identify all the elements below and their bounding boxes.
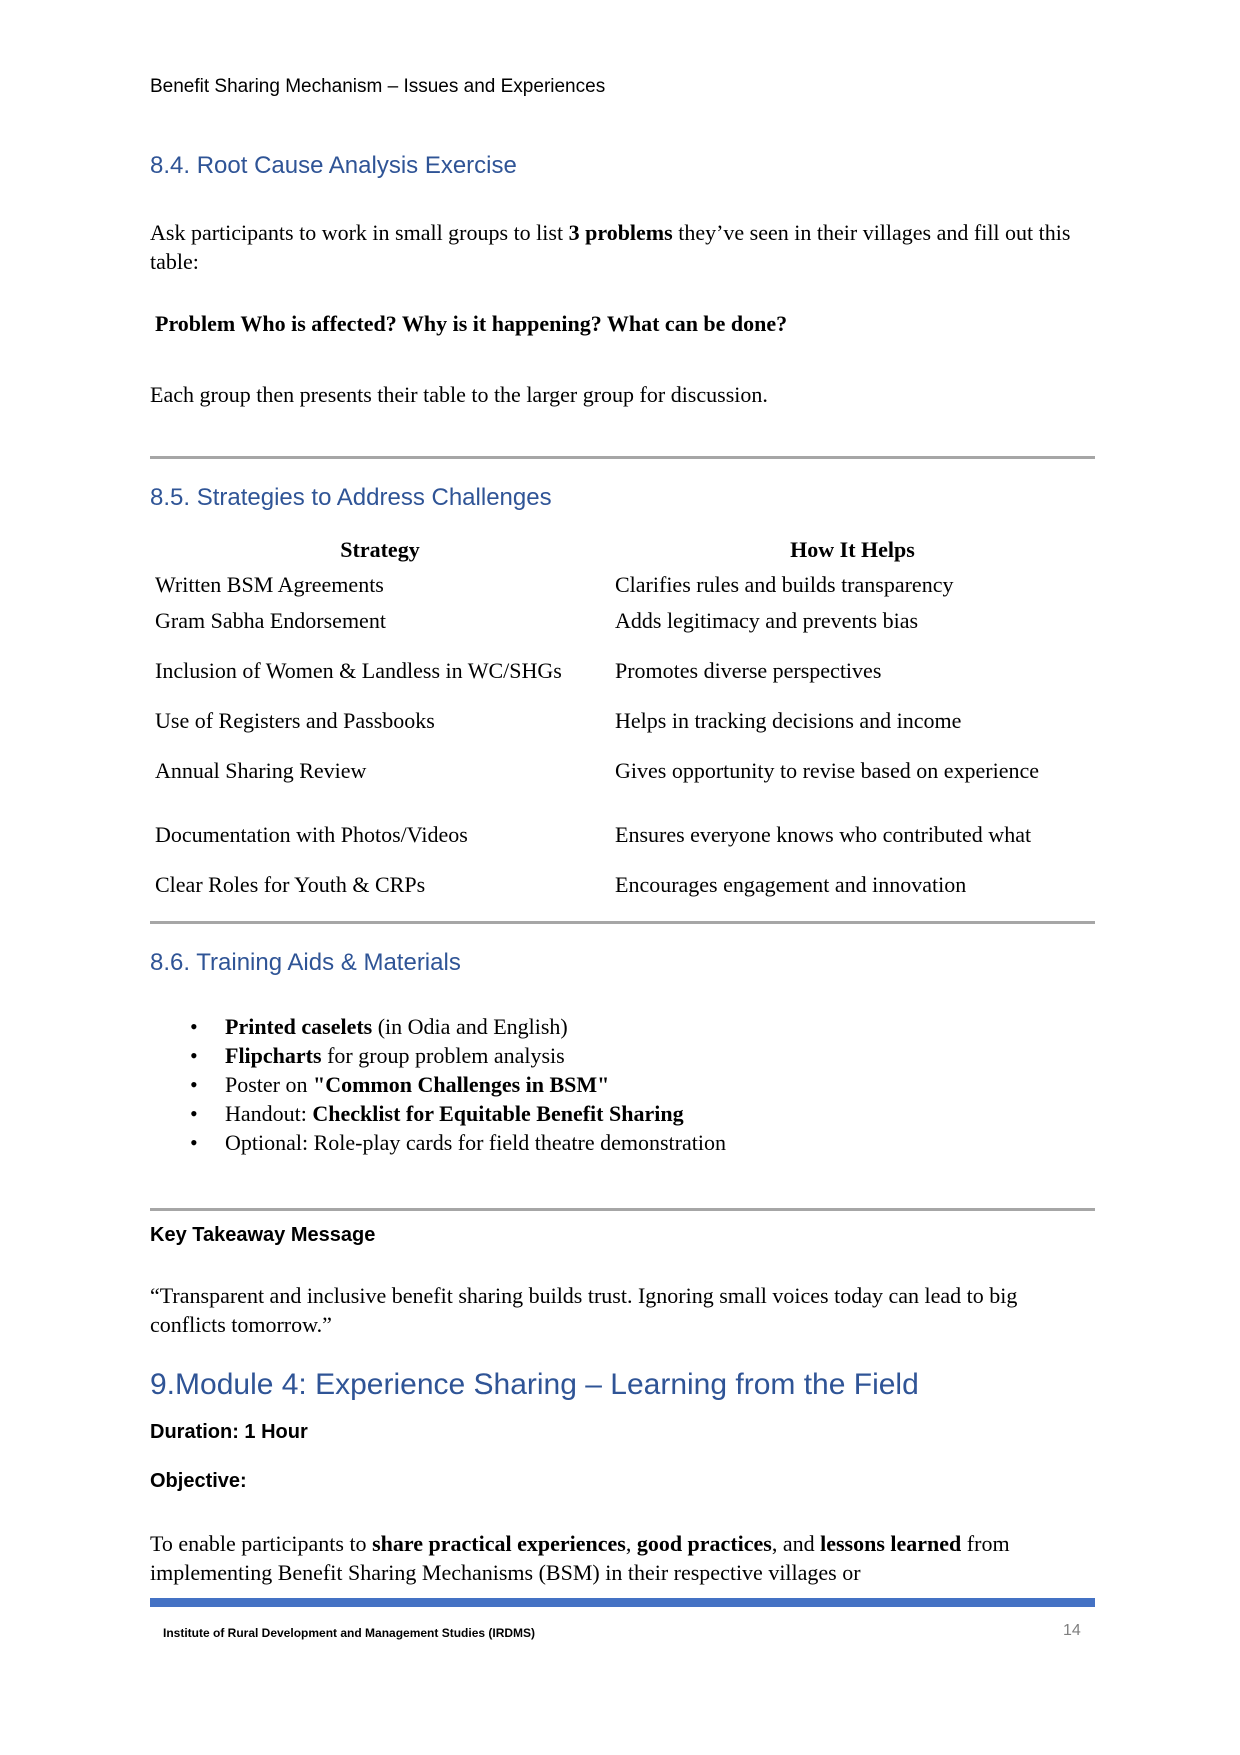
strategies-table bbox=[150, 534, 1095, 902]
item-text: (in Odia and English) bbox=[372, 1014, 568, 1039]
table-header-row bbox=[150, 534, 1095, 566]
section-heading-8-5: 8.5. Strategies to Address Challenges bbox=[150, 484, 552, 511]
table-row bbox=[150, 866, 1095, 902]
strategy-cell: Annual Sharing Review bbox=[155, 757, 367, 783]
bullet-icon: • bbox=[190, 1130, 198, 1155]
helps-cell: Ensures everyone knows who contributed what bbox=[615, 821, 1032, 847]
training-aids-list bbox=[150, 1012, 726, 1157]
key-takeaway-label: Key Takeaway Message bbox=[150, 1224, 376, 1246]
list-item bbox=[190, 1070, 726, 1099]
strategy-cell: Use of Registers and Passbooks bbox=[155, 707, 435, 733]
table-row bbox=[150, 566, 1095, 602]
section-divider bbox=[150, 456, 1095, 459]
footer-institute: Institute of Rural Development and Management Studies (IRDMS) bbox=[163, 1626, 536, 1640]
s84-intro-paragraph bbox=[150, 218, 1095, 276]
item-text: for group problem analysis bbox=[321, 1043, 565, 1068]
bullet-icon: • bbox=[190, 1014, 198, 1039]
objective-label: Objective: bbox=[150, 1470, 247, 1492]
helps-cell: Clarifies rules and builds transparency bbox=[615, 571, 954, 597]
item-bold-text: Flipcharts bbox=[225, 1043, 322, 1068]
table-row bbox=[150, 802, 1095, 866]
running-header: Benefit Sharing Mechanism – Issues and Experiences bbox=[150, 76, 606, 97]
objective-text: , bbox=[625, 1531, 637, 1556]
strategy-cell: Inclusion of Women & Landless in WC/SHGs bbox=[155, 657, 562, 683]
item-bold-text: "Common Challenges in BSM" bbox=[313, 1072, 610, 1097]
section-divider bbox=[150, 1208, 1095, 1211]
page-number: 14 bbox=[1063, 1622, 1081, 1639]
objective-text: To enable participants to bbox=[150, 1531, 373, 1556]
strategy-cell: Written BSM Agreements bbox=[155, 571, 384, 597]
bullet-icon: • bbox=[190, 1072, 198, 1097]
section-heading-8-4: 8.4. Root Cause Analysis Exercise bbox=[150, 152, 517, 179]
key-takeaway-quote: “Transparent and inclusive benefit sharing builds trust. Ignoring small voices today can lead to big conflicts tomorrow.” bbox=[150, 1283, 1018, 1337]
helps-cell: Adds legitimacy and prevents bias bbox=[615, 607, 919, 633]
helps-cell: Helps in tracking decisions and income bbox=[615, 707, 962, 733]
item-text: Handout: bbox=[225, 1101, 313, 1126]
list-item bbox=[190, 1012, 726, 1041]
column-header-strategy: Strategy bbox=[340, 537, 420, 562]
bullet-icon: • bbox=[190, 1101, 198, 1126]
objective-bold-text: lessons learned bbox=[820, 1531, 962, 1556]
item-bold-text: Printed caselets bbox=[225, 1014, 373, 1039]
helps-cell: Encourages engagement and innovation bbox=[615, 871, 967, 897]
strategy-cell: Clear Roles for Youth & CRPs bbox=[155, 871, 426, 897]
section-divider bbox=[150, 921, 1095, 924]
table-row bbox=[150, 702, 1095, 738]
list-item bbox=[190, 1041, 726, 1070]
table-row bbox=[150, 738, 1095, 802]
list-item bbox=[190, 1128, 726, 1157]
bullet-icon: • bbox=[190, 1043, 198, 1068]
s84-intro-text-a: Ask participants to work in small groups to list bbox=[150, 220, 569, 245]
s84-intro-bold: 3 problems bbox=[568, 220, 673, 245]
helps-cell: Promotes diverse perspectives bbox=[615, 657, 882, 683]
objective-bold-text: share practical experiences bbox=[372, 1531, 626, 1556]
section-heading-8-6: 8.6. Training Aids & Materials bbox=[150, 949, 461, 976]
column-header-how-it-helps: How It Helps bbox=[790, 537, 915, 562]
item-bold-text: Checklist for Equitable Benefit Sharing bbox=[312, 1101, 684, 1126]
footer-bar bbox=[150, 1598, 1095, 1607]
module-4-heading: 9.Module 4: Experience Sharing – Learning from the Field bbox=[150, 1368, 919, 1401]
s84-intro-text-c: they’ve seen in their villages and fill out this table: bbox=[150, 220, 1071, 274]
strategy-cell: Gram Sabha Endorsement bbox=[155, 607, 386, 633]
table-columns-line: Problem Who is affected? Why is it happening? What can be done? bbox=[155, 311, 788, 336]
duration-label: Duration: 1 Hour bbox=[150, 1421, 308, 1443]
objective-text: , and bbox=[771, 1531, 821, 1556]
table-row bbox=[150, 638, 1095, 702]
helps-cell: Gives opportunity to revise based on experience bbox=[615, 757, 1039, 783]
objective-text: from implementing Benefit Sharing Mechanisms (BSM) in their respective villages or bbox=[150, 1531, 1010, 1585]
item-text: Poster on bbox=[225, 1072, 313, 1097]
objective-bold-text: good practices bbox=[636, 1531, 772, 1556]
item-text: Optional: Role-play cards for field theatre demonstration bbox=[225, 1130, 726, 1155]
table-row bbox=[150, 602, 1095, 638]
s84-closing-paragraph: Each group then presents their table to the larger group for discussion. bbox=[150, 382, 768, 407]
list-item bbox=[190, 1099, 726, 1128]
objective-paragraph bbox=[150, 1529, 1095, 1587]
strategy-cell: Documentation with Photos/Videos bbox=[155, 821, 468, 847]
